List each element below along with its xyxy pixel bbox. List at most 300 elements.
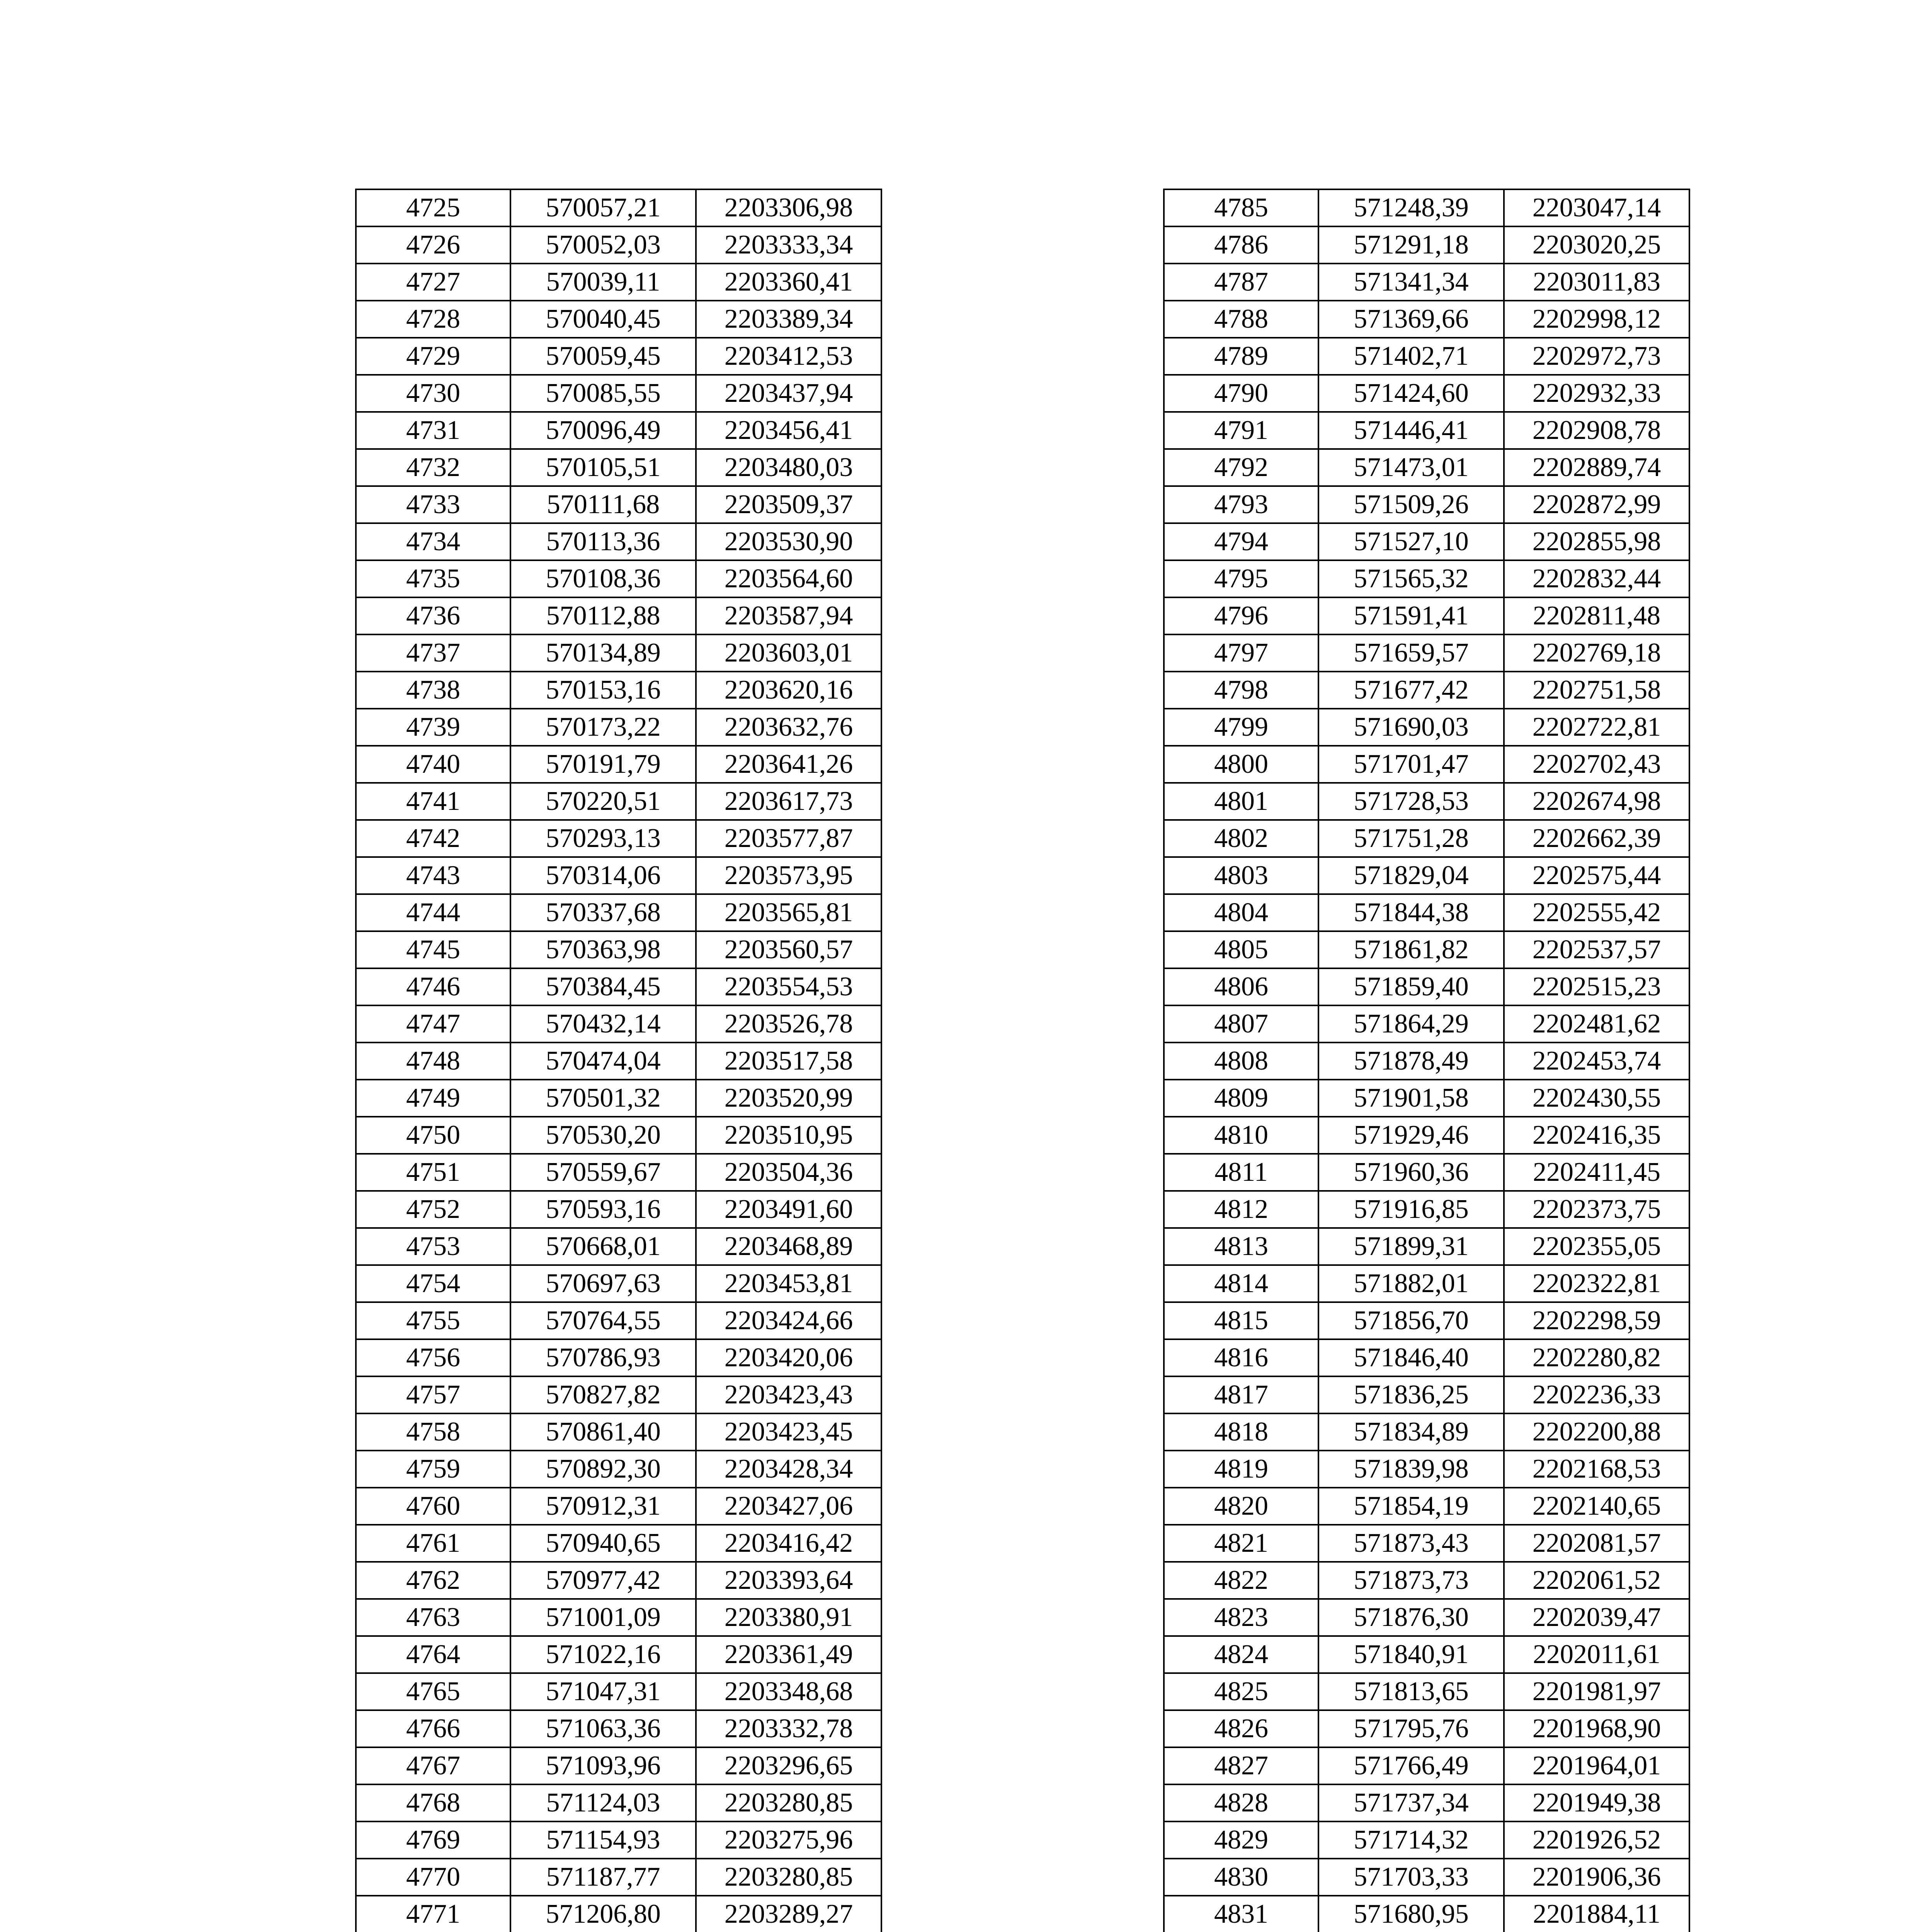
x-coordinate-cell: 571402,71 xyxy=(1318,338,1504,375)
table-row xyxy=(356,820,881,857)
table-row xyxy=(356,1376,881,1413)
table-row xyxy=(1164,1265,1689,1302)
x-coordinate-cell: 571829,04 xyxy=(1318,857,1504,894)
x-coordinate-cell: 570786,93 xyxy=(510,1339,696,1376)
x-coordinate-cell: 570108,36 xyxy=(510,560,696,597)
y-coordinate-cell: 2203020,25 xyxy=(1504,226,1689,264)
point-number-cell: 4741 xyxy=(356,783,510,820)
x-coordinate-cell: 570474,04 xyxy=(510,1043,696,1080)
table-row xyxy=(1164,1636,1689,1673)
table-row xyxy=(1164,1525,1689,1562)
point-number-cell: 4730 xyxy=(356,375,510,412)
table-row xyxy=(1164,894,1689,931)
x-coordinate-cell: 570593,16 xyxy=(510,1191,696,1228)
y-coordinate-cell: 2202355,05 xyxy=(1504,1228,1689,1265)
x-coordinate-cell: 571854,19 xyxy=(1318,1488,1504,1525)
point-number-cell: 4821 xyxy=(1164,1525,1318,1562)
table-row xyxy=(1164,412,1689,449)
x-coordinate-cell: 570191,79 xyxy=(510,746,696,783)
x-coordinate-cell: 571873,43 xyxy=(1318,1525,1504,1562)
x-coordinate-cell: 571840,91 xyxy=(1318,1636,1504,1673)
x-coordinate-cell: 571901,58 xyxy=(1318,1080,1504,1117)
table-row xyxy=(1164,189,1689,226)
y-coordinate-cell: 2203564,60 xyxy=(696,560,881,597)
point-number-cell: 4790 xyxy=(1164,375,1318,412)
x-coordinate-cell: 570105,51 xyxy=(510,449,696,486)
table-row xyxy=(356,301,881,338)
y-coordinate-cell: 2203526,78 xyxy=(696,1005,881,1043)
x-coordinate-cell: 571873,73 xyxy=(1318,1562,1504,1599)
point-number-cell: 4804 xyxy=(1164,894,1318,931)
table-row xyxy=(1164,597,1689,634)
x-coordinate-cell: 571527,10 xyxy=(1318,523,1504,560)
table-row xyxy=(1164,1488,1689,1525)
coordinates-table-left xyxy=(355,189,882,1932)
x-coordinate-cell: 570052,03 xyxy=(510,226,696,264)
y-coordinate-cell: 2203333,34 xyxy=(696,226,881,264)
table-row xyxy=(356,1413,881,1451)
table-row xyxy=(356,1599,881,1636)
table-row xyxy=(1164,1376,1689,1413)
point-number-cell: 4761 xyxy=(356,1525,510,1562)
y-coordinate-cell: 2203587,94 xyxy=(696,597,881,634)
table-row xyxy=(1164,783,1689,820)
table-row xyxy=(356,560,881,597)
x-coordinate-cell: 570501,32 xyxy=(510,1080,696,1117)
table-row xyxy=(1164,1562,1689,1599)
point-number-cell: 4738 xyxy=(356,672,510,709)
table-row xyxy=(1164,931,1689,968)
y-coordinate-cell: 2202575,44 xyxy=(1504,857,1689,894)
point-number-cell: 4794 xyxy=(1164,523,1318,560)
point-number-cell: 4792 xyxy=(1164,449,1318,486)
point-number-cell: 4791 xyxy=(1164,412,1318,449)
point-number-cell: 4812 xyxy=(1164,1191,1318,1228)
x-coordinate-cell: 571248,39 xyxy=(1318,189,1504,226)
y-coordinate-cell: 2201884,11 xyxy=(1504,1896,1689,1932)
y-coordinate-cell: 2203306,98 xyxy=(696,189,881,226)
y-coordinate-cell: 2202236,33 xyxy=(1504,1376,1689,1413)
x-coordinate-cell: 570861,40 xyxy=(510,1413,696,1451)
point-number-cell: 4733 xyxy=(356,486,510,523)
y-coordinate-cell: 2202555,42 xyxy=(1504,894,1689,931)
y-coordinate-cell: 2203424,66 xyxy=(696,1302,881,1339)
x-coordinate-cell: 571206,80 xyxy=(510,1896,696,1932)
y-coordinate-cell: 2203423,45 xyxy=(696,1413,881,1451)
table-row xyxy=(356,857,881,894)
table-row xyxy=(1164,1302,1689,1339)
y-coordinate-cell: 2202674,98 xyxy=(1504,783,1689,820)
table-row xyxy=(1164,523,1689,560)
x-coordinate-cell: 571876,30 xyxy=(1318,1599,1504,1636)
y-coordinate-cell: 2202298,59 xyxy=(1504,1302,1689,1339)
x-coordinate-cell: 571369,66 xyxy=(1318,301,1504,338)
y-coordinate-cell: 2201981,97 xyxy=(1504,1673,1689,1710)
point-number-cell: 4746 xyxy=(356,968,510,1005)
y-coordinate-cell: 2202537,57 xyxy=(1504,931,1689,968)
x-coordinate-cell: 570085,55 xyxy=(510,375,696,412)
table-row xyxy=(1164,1413,1689,1451)
table-row xyxy=(356,709,881,746)
table-row xyxy=(356,523,881,560)
x-coordinate-cell: 571001,09 xyxy=(510,1599,696,1636)
y-coordinate-cell: 2203011,83 xyxy=(1504,264,1689,301)
x-coordinate-cell: 570096,49 xyxy=(510,412,696,449)
point-number-cell: 4751 xyxy=(356,1154,510,1191)
table-row xyxy=(356,746,881,783)
point-number-cell: 4762 xyxy=(356,1562,510,1599)
y-coordinate-cell: 2202722,81 xyxy=(1504,709,1689,746)
point-number-cell: 4798 xyxy=(1164,672,1318,709)
point-number-cell: 4828 xyxy=(1164,1784,1318,1821)
x-coordinate-cell: 571659,57 xyxy=(1318,634,1504,672)
y-coordinate-cell: 2202061,52 xyxy=(1504,1562,1689,1599)
x-coordinate-cell: 571836,25 xyxy=(1318,1376,1504,1413)
y-coordinate-cell: 2201906,36 xyxy=(1504,1859,1689,1896)
x-coordinate-cell: 571154,93 xyxy=(510,1821,696,1859)
x-coordinate-cell: 570057,21 xyxy=(510,189,696,226)
y-coordinate-cell: 2203504,36 xyxy=(696,1154,881,1191)
x-coordinate-cell: 571929,46 xyxy=(1318,1117,1504,1154)
table-row xyxy=(1164,634,1689,672)
point-number-cell: 4732 xyxy=(356,449,510,486)
y-coordinate-cell: 2203603,01 xyxy=(696,634,881,672)
x-coordinate-cell: 570173,22 xyxy=(510,709,696,746)
point-number-cell: 4763 xyxy=(356,1599,510,1636)
table-row xyxy=(1164,746,1689,783)
point-number-cell: 4820 xyxy=(1164,1488,1318,1525)
point-number-cell: 4731 xyxy=(356,412,510,449)
table-row xyxy=(1164,672,1689,709)
table-row xyxy=(1164,375,1689,412)
table-row xyxy=(356,1747,881,1784)
x-coordinate-cell: 570764,55 xyxy=(510,1302,696,1339)
point-number-cell: 4811 xyxy=(1164,1154,1318,1191)
point-number-cell: 4815 xyxy=(1164,1302,1318,1339)
table-row xyxy=(356,1228,881,1265)
table-row xyxy=(1164,486,1689,523)
y-coordinate-cell: 2203416,42 xyxy=(696,1525,881,1562)
table-row xyxy=(356,1154,881,1191)
y-coordinate-cell: 2203453,81 xyxy=(696,1265,881,1302)
y-coordinate-cell: 2202872,99 xyxy=(1504,486,1689,523)
table-row xyxy=(356,264,881,301)
y-coordinate-cell: 2202811,48 xyxy=(1504,597,1689,634)
point-number-cell: 4750 xyxy=(356,1117,510,1154)
y-coordinate-cell: 2201949,38 xyxy=(1504,1784,1689,1821)
table-row xyxy=(1164,1117,1689,1154)
point-number-cell: 4756 xyxy=(356,1339,510,1376)
table-row xyxy=(1164,1339,1689,1376)
x-coordinate-cell: 571795,76 xyxy=(1318,1710,1504,1747)
table-row xyxy=(356,1043,881,1080)
table-row xyxy=(356,894,881,931)
x-coordinate-cell: 571093,96 xyxy=(510,1747,696,1784)
x-coordinate-cell: 570111,68 xyxy=(510,486,696,523)
point-number-cell: 4771 xyxy=(356,1896,510,1932)
point-number-cell: 4743 xyxy=(356,857,510,894)
x-coordinate-cell: 570892,30 xyxy=(510,1451,696,1488)
table-row xyxy=(356,1302,881,1339)
x-coordinate-cell: 571861,82 xyxy=(1318,931,1504,968)
point-number-cell: 4748 xyxy=(356,1043,510,1080)
table-row xyxy=(356,1784,881,1821)
y-coordinate-cell: 2203468,89 xyxy=(696,1228,881,1265)
point-number-cell: 4727 xyxy=(356,264,510,301)
point-number-cell: 4765 xyxy=(356,1673,510,1710)
x-coordinate-cell: 571844,38 xyxy=(1318,894,1504,931)
table-row xyxy=(356,226,881,264)
y-coordinate-cell: 2203617,73 xyxy=(696,783,881,820)
x-coordinate-cell: 570314,06 xyxy=(510,857,696,894)
y-coordinate-cell: 2202373,75 xyxy=(1504,1191,1689,1228)
table-row xyxy=(1164,1896,1689,1932)
point-number-cell: 4759 xyxy=(356,1451,510,1488)
table-row xyxy=(356,1488,881,1525)
y-coordinate-cell: 2203437,94 xyxy=(696,375,881,412)
y-coordinate-cell: 2203361,49 xyxy=(696,1636,881,1673)
y-coordinate-cell: 2203393,64 xyxy=(696,1562,881,1599)
point-number-cell: 4796 xyxy=(1164,597,1318,634)
point-number-cell: 4725 xyxy=(356,189,510,226)
x-coordinate-cell: 571916,85 xyxy=(1318,1191,1504,1228)
point-number-cell: 4797 xyxy=(1164,634,1318,672)
point-number-cell: 4817 xyxy=(1164,1376,1318,1413)
y-coordinate-cell: 2202751,58 xyxy=(1504,672,1689,709)
x-coordinate-cell: 571813,65 xyxy=(1318,1673,1504,1710)
table-row xyxy=(1164,226,1689,264)
point-number-cell: 4805 xyxy=(1164,931,1318,968)
x-coordinate-cell: 570530,20 xyxy=(510,1117,696,1154)
x-coordinate-cell: 571473,01 xyxy=(1318,449,1504,486)
table-row xyxy=(356,1005,881,1043)
x-coordinate-cell: 571737,34 xyxy=(1318,1784,1504,1821)
point-number-cell: 4793 xyxy=(1164,486,1318,523)
table-row xyxy=(1164,338,1689,375)
x-coordinate-cell: 571751,28 xyxy=(1318,820,1504,857)
table-row xyxy=(356,1080,881,1117)
y-coordinate-cell: 2201964,01 xyxy=(1504,1747,1689,1784)
x-coordinate-cell: 570059,45 xyxy=(510,338,696,375)
table-row xyxy=(1164,968,1689,1005)
table-row xyxy=(1164,560,1689,597)
point-number-cell: 4806 xyxy=(1164,968,1318,1005)
y-coordinate-cell: 2203420,06 xyxy=(696,1339,881,1376)
point-number-cell: 4747 xyxy=(356,1005,510,1043)
table-row xyxy=(356,968,881,1005)
point-number-cell: 4799 xyxy=(1164,709,1318,746)
x-coordinate-cell: 571960,36 xyxy=(1318,1154,1504,1191)
y-coordinate-cell: 2202515,23 xyxy=(1504,968,1689,1005)
x-coordinate-cell: 571446,41 xyxy=(1318,412,1504,449)
y-coordinate-cell: 2202081,57 xyxy=(1504,1525,1689,1562)
x-coordinate-cell: 571703,33 xyxy=(1318,1859,1504,1896)
table-row xyxy=(356,634,881,672)
point-number-cell: 4770 xyxy=(356,1859,510,1896)
y-coordinate-cell: 2202481,62 xyxy=(1504,1005,1689,1043)
table-row xyxy=(356,1339,881,1376)
point-number-cell: 4787 xyxy=(1164,264,1318,301)
table-row xyxy=(1164,301,1689,338)
y-coordinate-cell: 2202932,33 xyxy=(1504,375,1689,412)
y-coordinate-cell: 2203428,34 xyxy=(696,1451,881,1488)
y-coordinate-cell: 2202908,78 xyxy=(1504,412,1689,449)
table-row xyxy=(356,1821,881,1859)
point-number-cell: 4823 xyxy=(1164,1599,1318,1636)
table-row xyxy=(1164,449,1689,486)
table-row xyxy=(1164,1859,1689,1896)
x-coordinate-cell: 571690,03 xyxy=(1318,709,1504,746)
x-coordinate-cell: 571677,42 xyxy=(1318,672,1504,709)
y-coordinate-cell: 2202453,74 xyxy=(1504,1043,1689,1080)
y-coordinate-cell: 2203480,03 xyxy=(696,449,881,486)
x-coordinate-cell: 571509,26 xyxy=(1318,486,1504,523)
x-coordinate-cell: 571187,77 xyxy=(510,1859,696,1896)
point-number-cell: 4829 xyxy=(1164,1821,1318,1859)
point-number-cell: 4726 xyxy=(356,226,510,264)
x-coordinate-cell: 570220,51 xyxy=(510,783,696,820)
x-coordinate-cell: 570912,31 xyxy=(510,1488,696,1525)
table-row xyxy=(1164,1821,1689,1859)
point-number-cell: 4803 xyxy=(1164,857,1318,894)
point-number-cell: 4816 xyxy=(1164,1339,1318,1376)
y-coordinate-cell: 2203510,95 xyxy=(696,1117,881,1154)
y-coordinate-cell: 2202039,47 xyxy=(1504,1599,1689,1636)
y-coordinate-cell: 2203632,76 xyxy=(696,709,881,746)
x-coordinate-cell: 571834,89 xyxy=(1318,1413,1504,1451)
table-row xyxy=(356,931,881,968)
y-coordinate-cell: 2203641,26 xyxy=(696,746,881,783)
x-coordinate-cell: 571047,31 xyxy=(510,1673,696,1710)
table-row xyxy=(1164,1599,1689,1636)
point-number-cell: 4752 xyxy=(356,1191,510,1228)
x-coordinate-cell: 570559,67 xyxy=(510,1154,696,1191)
y-coordinate-cell: 2202855,98 xyxy=(1504,523,1689,560)
point-number-cell: 4729 xyxy=(356,338,510,375)
x-coordinate-cell: 571728,53 xyxy=(1318,783,1504,820)
table-row xyxy=(1164,1451,1689,1488)
y-coordinate-cell: 2202430,55 xyxy=(1504,1080,1689,1117)
table-row xyxy=(356,1117,881,1154)
y-coordinate-cell: 2202168,53 xyxy=(1504,1451,1689,1488)
y-coordinate-cell: 2203491,60 xyxy=(696,1191,881,1228)
point-number-cell: 4788 xyxy=(1164,301,1318,338)
point-number-cell: 4786 xyxy=(1164,226,1318,264)
y-coordinate-cell: 2202972,73 xyxy=(1504,338,1689,375)
table-row xyxy=(356,338,881,375)
table-row xyxy=(356,1562,881,1599)
table-row xyxy=(356,1710,881,1747)
point-number-cell: 4802 xyxy=(1164,820,1318,857)
y-coordinate-cell: 2202140,65 xyxy=(1504,1488,1689,1525)
point-number-cell: 4768 xyxy=(356,1784,510,1821)
point-number-cell: 4819 xyxy=(1164,1451,1318,1488)
table-row xyxy=(356,1525,881,1562)
point-number-cell: 4807 xyxy=(1164,1005,1318,1043)
y-coordinate-cell: 2203289,27 xyxy=(696,1896,881,1932)
x-coordinate-cell: 570293,13 xyxy=(510,820,696,857)
table-row xyxy=(356,1191,881,1228)
x-coordinate-cell: 571878,49 xyxy=(1318,1043,1504,1080)
y-coordinate-cell: 2203412,53 xyxy=(696,338,881,375)
x-coordinate-cell: 571839,98 xyxy=(1318,1451,1504,1488)
point-number-cell: 4818 xyxy=(1164,1413,1318,1451)
point-number-cell: 4760 xyxy=(356,1488,510,1525)
y-coordinate-cell: 2203348,68 xyxy=(696,1673,881,1710)
table-row xyxy=(356,1859,881,1896)
x-coordinate-cell: 571022,16 xyxy=(510,1636,696,1673)
point-number-cell: 4813 xyxy=(1164,1228,1318,1265)
y-coordinate-cell: 2203332,78 xyxy=(696,1710,881,1747)
x-coordinate-cell: 570113,36 xyxy=(510,523,696,560)
x-coordinate-cell: 570940,65 xyxy=(510,1525,696,1562)
x-coordinate-cell: 570384,45 xyxy=(510,968,696,1005)
y-coordinate-cell: 2203456,41 xyxy=(696,412,881,449)
x-coordinate-cell: 570153,16 xyxy=(510,672,696,709)
x-coordinate-cell: 571766,49 xyxy=(1318,1747,1504,1784)
y-coordinate-cell: 2203280,85 xyxy=(696,1784,881,1821)
x-coordinate-cell: 571424,60 xyxy=(1318,375,1504,412)
y-coordinate-cell: 2203296,65 xyxy=(696,1747,881,1784)
y-coordinate-cell: 2202011,61 xyxy=(1504,1636,1689,1673)
y-coordinate-cell: 2203520,99 xyxy=(696,1080,881,1117)
table-row xyxy=(356,672,881,709)
table-row xyxy=(1164,820,1689,857)
x-coordinate-cell: 570337,68 xyxy=(510,894,696,931)
x-coordinate-cell: 571856,70 xyxy=(1318,1302,1504,1339)
y-coordinate-cell: 2203565,81 xyxy=(696,894,881,931)
x-coordinate-cell: 570668,01 xyxy=(510,1228,696,1265)
point-number-cell: 4825 xyxy=(1164,1673,1318,1710)
point-number-cell: 4744 xyxy=(356,894,510,931)
x-coordinate-cell: 570363,98 xyxy=(510,931,696,968)
y-coordinate-cell: 2203427,06 xyxy=(696,1488,881,1525)
y-coordinate-cell: 2201968,90 xyxy=(1504,1710,1689,1747)
y-coordinate-cell: 2202280,82 xyxy=(1504,1339,1689,1376)
y-coordinate-cell: 2203389,34 xyxy=(696,301,881,338)
point-number-cell: 4824 xyxy=(1164,1636,1318,1673)
table-row xyxy=(1164,1710,1689,1747)
y-coordinate-cell: 2202662,39 xyxy=(1504,820,1689,857)
y-coordinate-cell: 2203620,16 xyxy=(696,672,881,709)
x-coordinate-cell: 570977,42 xyxy=(510,1562,696,1599)
table-row xyxy=(1164,1005,1689,1043)
point-number-cell: 4728 xyxy=(356,301,510,338)
point-number-cell: 4755 xyxy=(356,1302,510,1339)
table-row xyxy=(1164,264,1689,301)
x-coordinate-cell: 571591,41 xyxy=(1318,597,1504,634)
table-row xyxy=(1164,857,1689,894)
point-number-cell: 4753 xyxy=(356,1228,510,1265)
point-number-cell: 4737 xyxy=(356,634,510,672)
table-row xyxy=(1164,1228,1689,1265)
y-coordinate-cell: 2202200,88 xyxy=(1504,1413,1689,1451)
x-coordinate-cell: 571680,95 xyxy=(1318,1896,1504,1932)
y-coordinate-cell: 2202322,81 xyxy=(1504,1265,1689,1302)
y-coordinate-cell: 2202889,74 xyxy=(1504,449,1689,486)
y-coordinate-cell: 2203573,95 xyxy=(696,857,881,894)
table-row xyxy=(356,1673,881,1710)
table-row xyxy=(356,486,881,523)
x-coordinate-cell: 571063,36 xyxy=(510,1710,696,1747)
y-coordinate-cell: 2203280,85 xyxy=(696,1859,881,1896)
table-row xyxy=(1164,1191,1689,1228)
point-number-cell: 4757 xyxy=(356,1376,510,1413)
table-row xyxy=(1164,1673,1689,1710)
point-number-cell: 4831 xyxy=(1164,1896,1318,1932)
table-row xyxy=(1164,709,1689,746)
x-coordinate-cell: 570112,88 xyxy=(510,597,696,634)
